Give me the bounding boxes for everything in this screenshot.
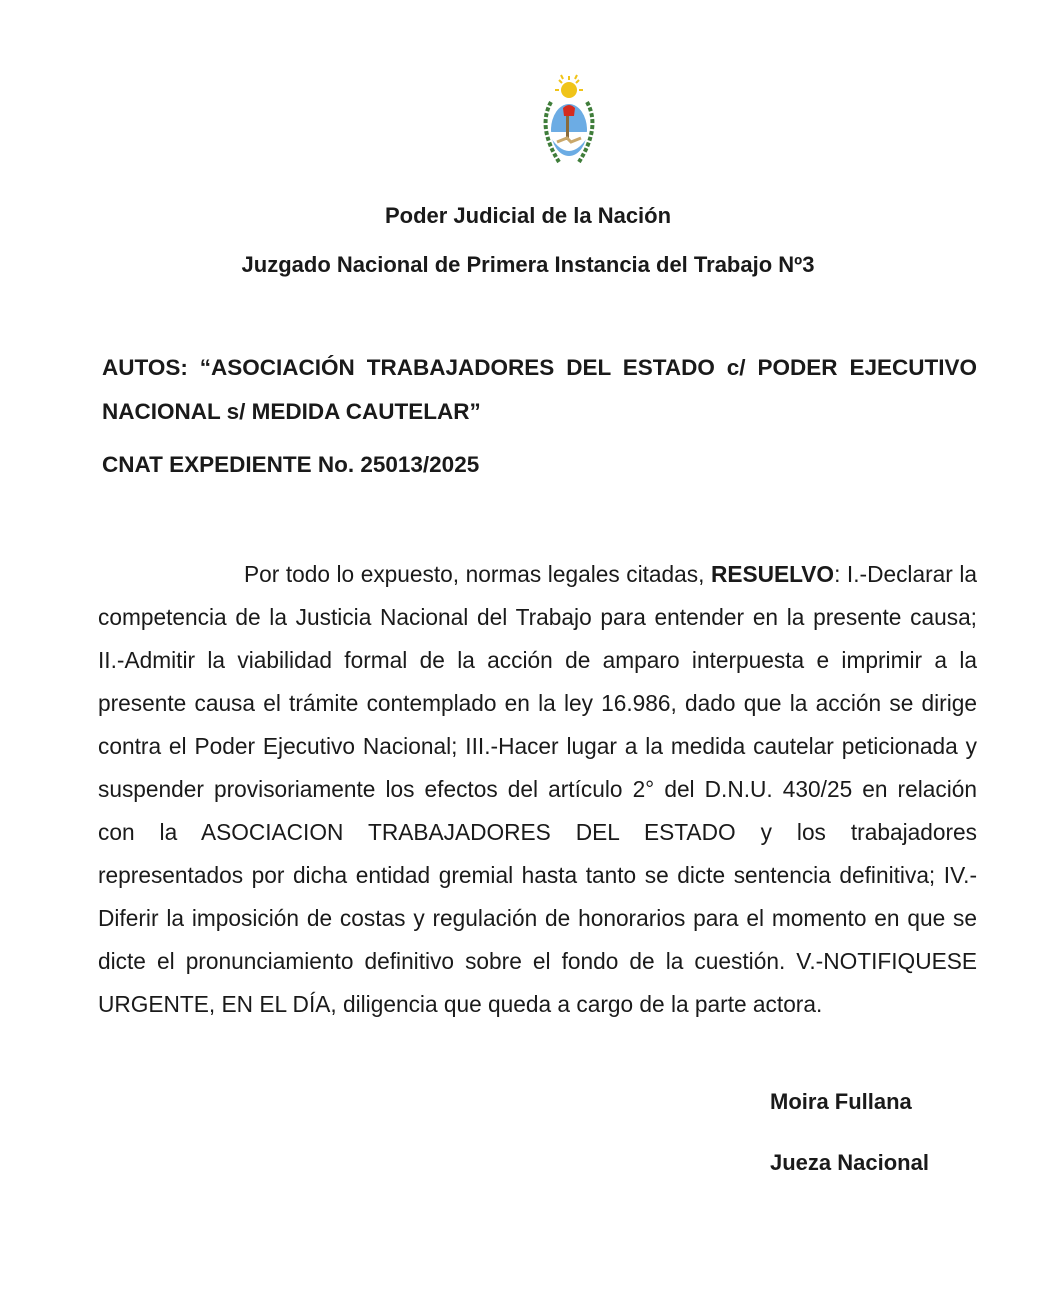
resolution-paragraph	[98, 553, 977, 1026]
resolution-intro: Por todo lo expuesto, normas legales citadas,	[244, 561, 711, 587]
resolution-keyword: RESUELVO	[710, 561, 835, 587]
coat-of-arms-icon	[533, 72, 605, 172]
shield-icon	[551, 104, 587, 156]
institution-heading: Poder Judicial de la Nación	[384, 203, 672, 228]
case-title: AUTOS: “ASOCIACIÓN TRABAJADORES DEL ESTADO c/ PODER EJECUTIVO NACIONAL s/ MEDIDA CAUTELAR”	[102, 355, 977, 424]
signatory-name: Moira Fullana	[770, 1089, 912, 1114]
court-heading: Juzgado Nacional de Primera Instancia del Trabajo Nº3	[241, 252, 815, 277]
signatory-title: Jueza Nacional	[770, 1150, 929, 1175]
sun-icon	[555, 75, 583, 98]
resolution-text: : I.-Declarar la competencia de la Justicia Nacional del Trabajo para entender en la presente causa; II.-Admitir la viabilidad formal de la acción de amparo interpuesta e imprimir a la presente causa el trámite contemplado en la ley 16.986, dado que la acción se dirige contra el Poder Ejecutivo Nacional; III.-Hacer lugar a la medida cautelar peticionada y suspender provisoriamente los efectos del artículo 2° del D.N.U. 430/25 en relación con la ASOCIACION TRABAJADORES DEL ESTADO y los trabajadores representados por dicha entidad gremial hasta tanto se dicte sentencia definitiva; IV.-Diferir la imposición de costas y regulación de honorarios para el momento en que se dicte el pronunciamiento definitivo sobre el fondo de la cuestión. V.-NOTIFIQUESE URGENTE, EN EL DÍA, diligencia que queda a cargo de la parte actora.	[98, 561, 977, 1017]
case-number: CNAT EXPEDIENTE No. 25013/2025	[102, 452, 480, 477]
